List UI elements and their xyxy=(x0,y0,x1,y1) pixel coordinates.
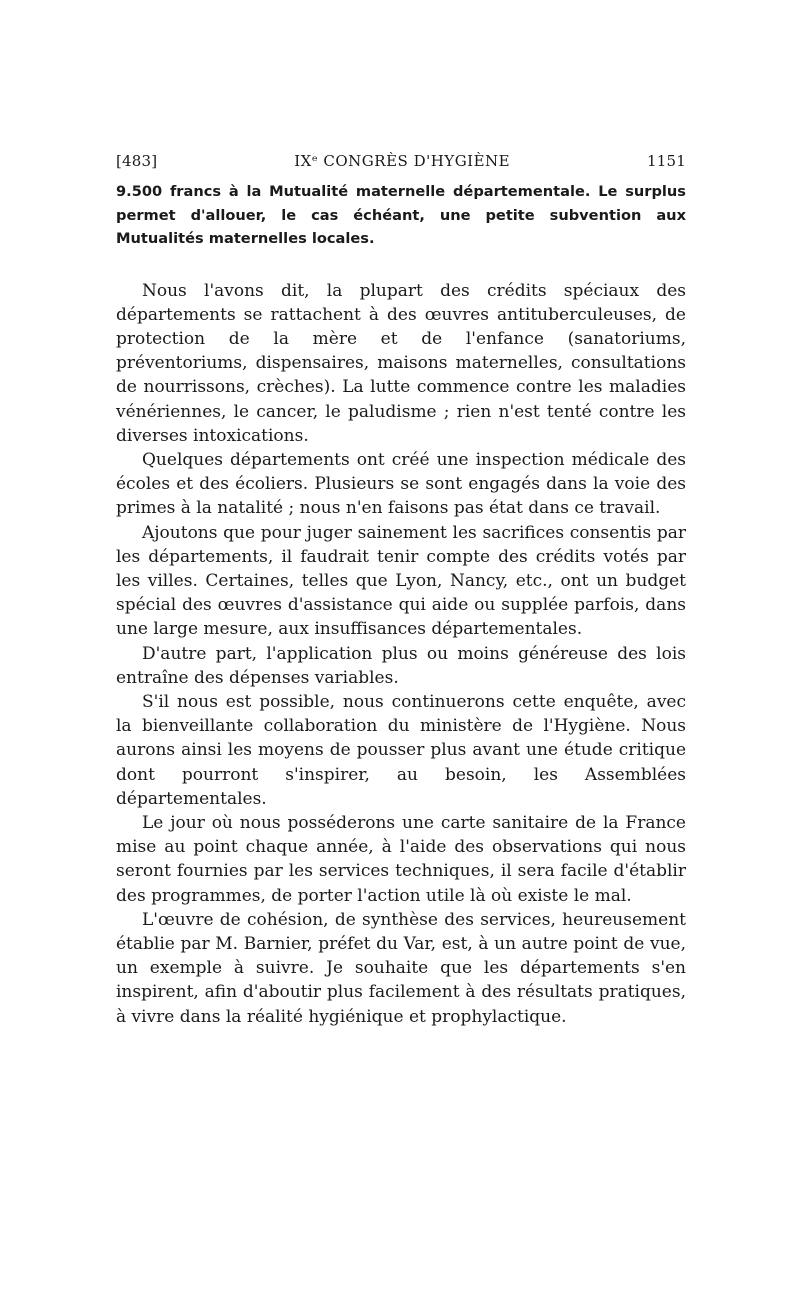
intro-paragraph: 9.500 francs à la Mutualité maternelle départementale. Le surplus permet d'allouer, le cas échéant, une petite subvention aux Mutualités maternelles locales. xyxy=(116,183,686,247)
body-text xyxy=(116,279,686,1029)
header-page-ref: [483] xyxy=(116,152,158,170)
running-header xyxy=(116,152,686,180)
header-title: IXᵉ CONGRÈS D'HYGIÈNE xyxy=(294,152,511,170)
paragraph: S'il nous est possible, nous continuerons cette enquête, avec la bienveillante collaboration du ministère de l'Hygiène. Nous aurons ainsi les moyens de pousser plus avant une étude critique dont pourront s'inspirer, au besoin, les Assemblées départementales. xyxy=(116,691,686,809)
paragraph: D'autre part, l'application plus ou moins généreuse des lois entraîne des dépenses variables. xyxy=(116,643,686,688)
paragraph: Ajoutons que pour juger sainement les sacrifices consentis par les départements, il faudrait tenir compte des crédits votés par les villes. Certaines, telles que Lyon, Nancy, etc., ont un budget spécial des œuvres d'assistance qui aide ou supplée parfois, dans une large mesure, aux insuffisances départementales. xyxy=(116,522,686,640)
paragraph: L'œuvre de cohésion, de synthèse des services, heureusement établie par M. Barnier, préfet du Var, est, à un autre point de vue, un exemple à suivre. Je souhaite que les départements s'en inspirent, afin d'aboutir plus facilement à des résultats pratiques, à vivre dans la réalité hygiénique et prophylactique. xyxy=(116,909,686,1027)
paragraph: Le jour où nous posséderons une carte sanitaire de la France mise au point chaque année, à l'aide des observations qui nous seront fournies par les services techniques, il sera facile d'établir des programmes, de porter l'action utile là où existe le mal. xyxy=(116,812,686,906)
header-page-number: 1151 xyxy=(647,152,686,170)
book-page xyxy=(116,152,686,1029)
paragraph: Quelques départements ont créé une inspection médicale des écoles et des écoliers. Plusieurs se sont engagés dans la voie des primes à la natalité ; nous n'en faisons pas état dans ce travail. xyxy=(116,449,686,519)
paragraph: Nous l'avons dit, la plupart des crédits spéciaux des départements se rattachent à des œuvres antituberculeuses, de protection de la mère et de l'enfance (sanatoriums, préventoriums, dispensaires, maisons maternelles, consultations de nourrissons, crèches). La lutte commence contre les maladies vénériennes, le cancer, le paludisme ; rien n'est tenté contre les diverses intoxications. xyxy=(116,280,686,446)
